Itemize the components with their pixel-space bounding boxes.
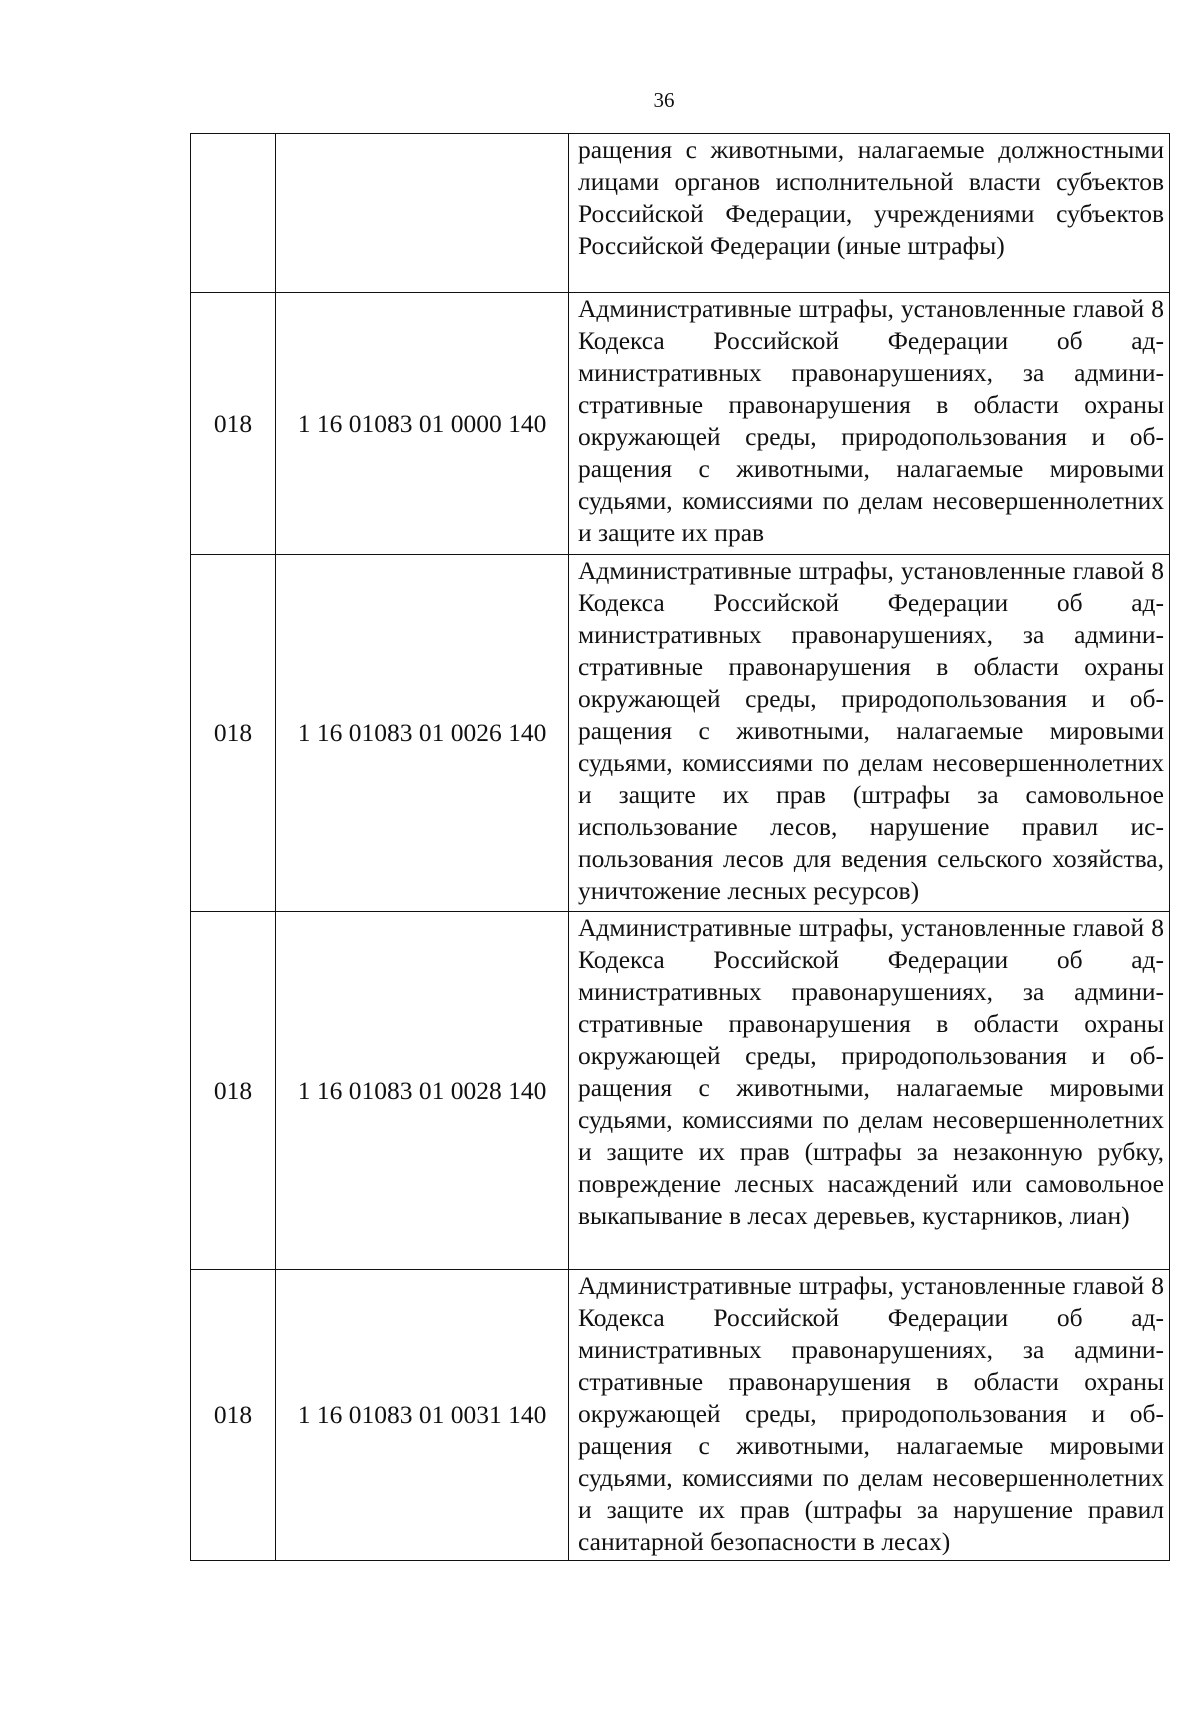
table-row [191,134,1170,293]
description-cell [569,134,1170,293]
kbk-code-cell: 1 16 01083 01 0000 140 [276,293,569,555]
kbk-code-cell: 1 16 01083 01 0031 140 [276,1270,569,1561]
description-text: Административные штрафы, установленные главой 8 Кодекса Российской Федерации об административных правонарушениях, за административные правонарушения в области охраны окружающей среды, природопользования и обращения с животными, налагаемые мировыми судьями, комиссиями по делам несовершеннолетних и защите их прав (штрафы за нарушение правил санитарной безопасности в лесах) [578,1271,1164,1556]
table-row [191,293,1170,555]
admin-code-cell: 018 [191,293,276,555]
budget-code-table [190,133,1170,1561]
admin-code-cell: 018 [191,912,276,1270]
description-text: Административные штрафы, установленные главой 8 Кодекса Российской Федерации об административных правонарушениях, за административные правонарушения в области охраны окружающей среды, природопользования и обращения с животными, налагаемые мировыми судьями, комиссиями по делам несовершеннолетних и защите их прав (штрафы за незаконную рубку, повреждение лесных насаждений или самовольное выкапывание в лесах деревьев, кустарников, лиан) [578,913,1164,1230]
admin-code-cell [191,134,276,293]
kbk-code-cell [276,134,569,293]
admin-code-cell: 018 [191,1270,276,1561]
description-text: ращения с животными, налагаемые должностными лицами органов исполнительной власти субъектов Российской Федерации, учреждениями субъектов Российской Федерации (иные штрафы) [578,135,1164,260]
description-cell [569,293,1170,555]
admin-code-cell: 018 [191,555,276,912]
table-row [191,555,1170,912]
description-cell [569,912,1170,1270]
kbk-code-cell: 1 16 01083 01 0026 140 [276,555,569,912]
table-row [191,912,1170,1270]
description-text: Административные штрафы, установленные главой 8 Кодекса Российской Федерации об административных правонарушениях, за административные правонарушения в области охраны окружающей среды, природопользования и обращения с животными, налагаемые мировыми судьями, комиссиями по делам несовершеннолетних и защите их прав (штрафы за самовольное использование лесов, нарушение правил использования лесов для ведения сельского хозяйства, уничтожение лесных ресурсов) [578,556,1164,905]
description-cell [569,1270,1170,1561]
description-cell [569,555,1170,912]
table-row [191,1270,1170,1561]
kbk-code-cell: 1 16 01083 01 0028 140 [276,912,569,1270]
page-number: 36 [653,88,675,112]
description-text: Административные штрафы, установленные главой 8 Кодекса Российской Федерации об административных правонарушениях, за административные правонарушения в области охраны окружающей среды, природопользования и обращения с животными, налагаемые мировыми судьями, комиссиями по делам несовершеннолетних и защите их прав [578,294,1164,547]
